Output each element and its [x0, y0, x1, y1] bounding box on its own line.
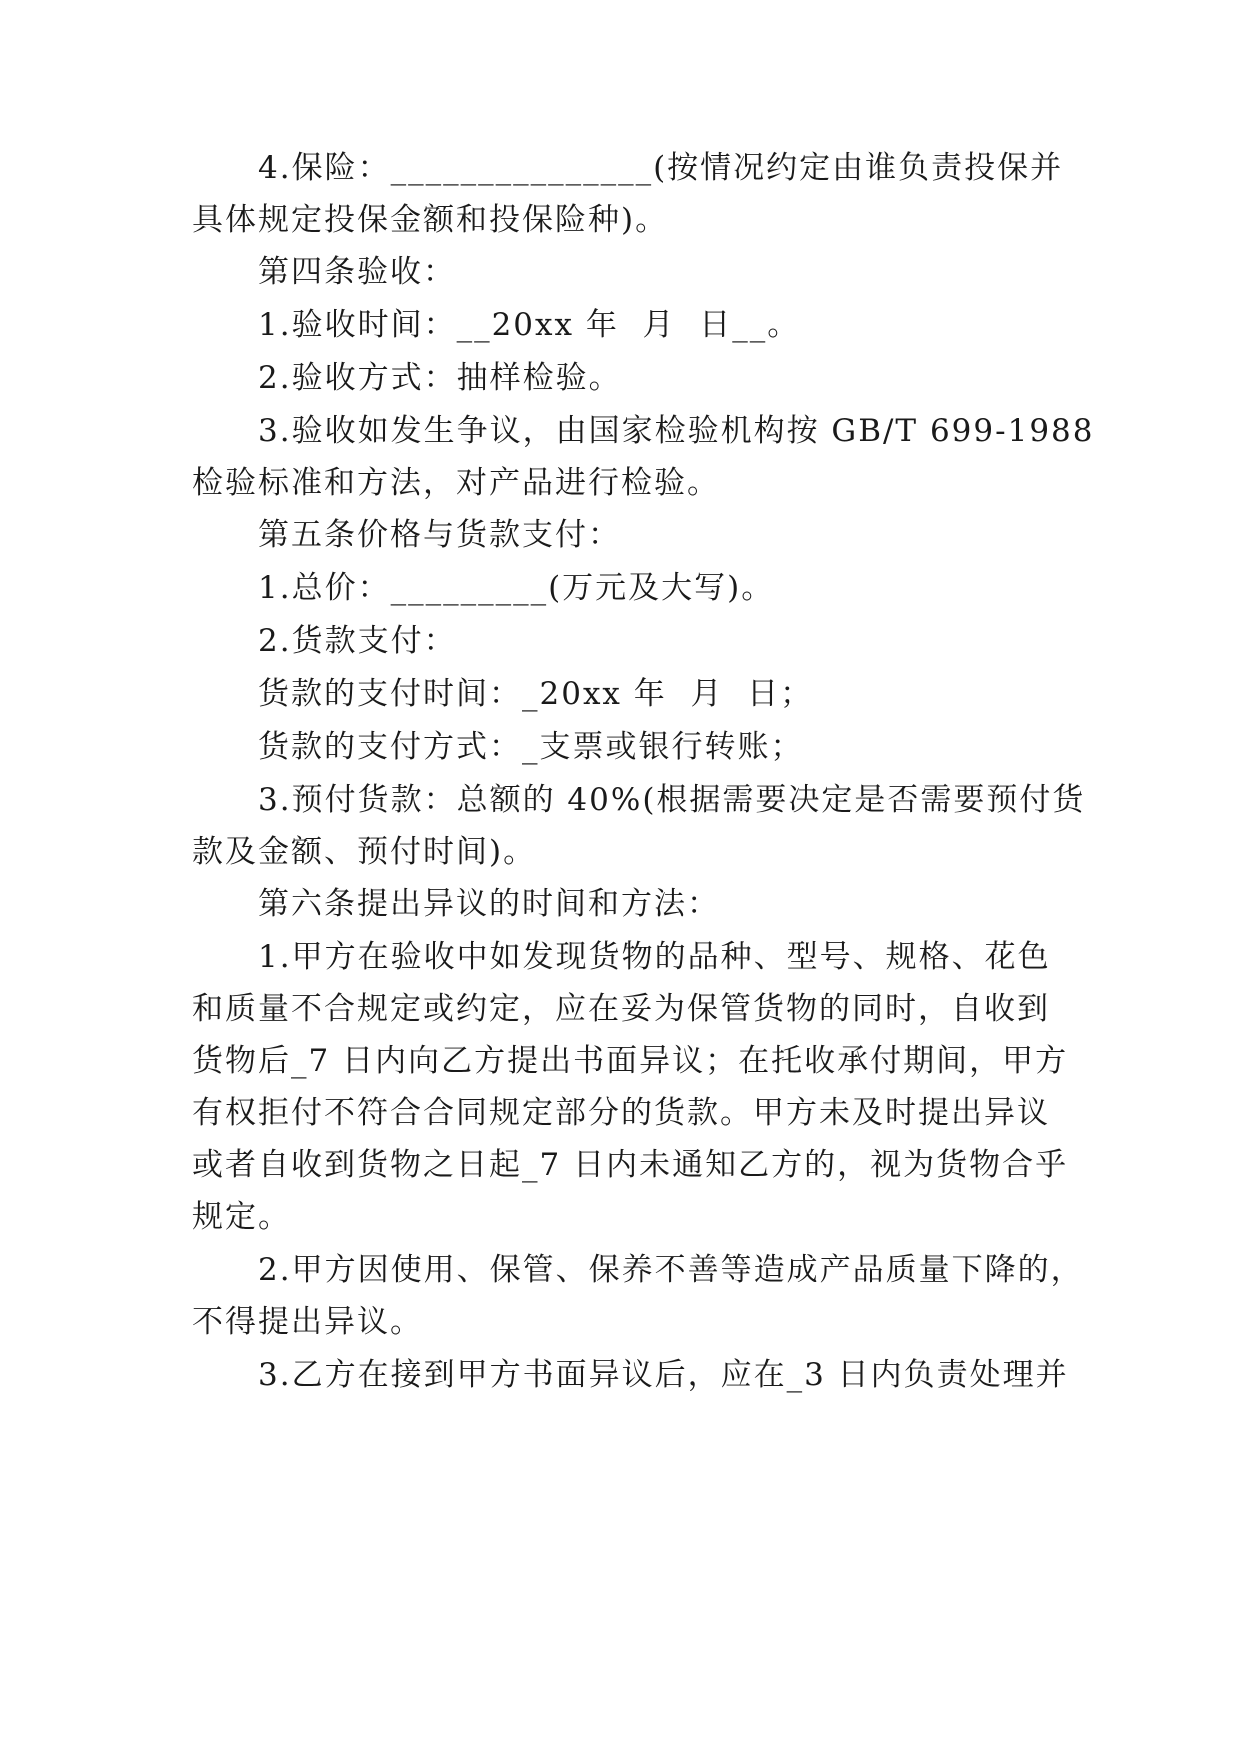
clause-objection-1: 1.甲方在验收中如发现货物的品种、型号、规格、花色 — [258, 939, 1051, 975]
clause-objection-2: 2.甲方因使用、保管、保养不善等造成产品质量下降的， — [258, 1252, 1084, 1288]
clause-total-price: 1.总价：_________(万元及大写)。 — [258, 570, 775, 606]
clause-acceptance-method: 2.验收方式：抽样检验。 — [258, 360, 622, 396]
article-4-heading: 第四条验收： — [258, 254, 456, 290]
payment-time: 货款的支付时间：_20xx 年 月 日； — [258, 676, 814, 712]
clause-objection-1-cont: 和质量不合规定或约定，应在妥为保管货物的同时，自收到 — [192, 991, 1050, 1027]
clause-insurance-cont: 具体规定投保金额和投保险种)。 — [192, 202, 669, 238]
clause-objection-1-cont: 货物后_7 日内向乙方提出书面异议；在托收承付期间，甲方 — [192, 1043, 1069, 1079]
clause-acceptance-dispute-cont: 检验标准和方法，对产品进行检验。 — [192, 465, 720, 501]
clause-objection-1-cont: 或者自收到货物之日起_7 日内未通知乙方的，视为货物合乎 — [192, 1147, 1069, 1183]
clause-objection-1-cont: 有权拒付不符合合同规定部分的货款。甲方未及时提出异议 — [192, 1095, 1050, 1131]
clause-objection-2-cont: 不得提出异议。 — [192, 1304, 423, 1340]
clause-payment: 2.货款支付： — [258, 623, 457, 659]
clause-objection-3: 3.乙方在接到甲方书面异议后，应在_3 日内负责处理并 — [258, 1357, 1069, 1393]
clause-prepayment-cont: 款及金额、预付时间)。 — [192, 834, 537, 870]
clause-insurance: 4.保险：_______________(按情况约定由谁负责投保并 — [258, 150, 1064, 186]
article-6-heading: 第六条提出异议的时间和方法： — [258, 886, 720, 922]
clause-acceptance-dispute: 3.验收如发生争议，由国家检验机构按 GB/T 699-1988 — [258, 413, 1095, 449]
payment-method: 货款的支付方式：_支票或银行转账； — [258, 729, 804, 765]
clause-acceptance-time: 1.验收时间：__20xx 年 月 日__。 — [258, 307, 801, 343]
clause-prepayment: 3.预付货款：总额的 40%(根据需要决定是否需要预付货 — [258, 782, 1086, 818]
clause-objection-1-cont: 规定。 — [192, 1199, 291, 1235]
article-5-heading: 第五条价格与货款支付： — [258, 517, 621, 553]
